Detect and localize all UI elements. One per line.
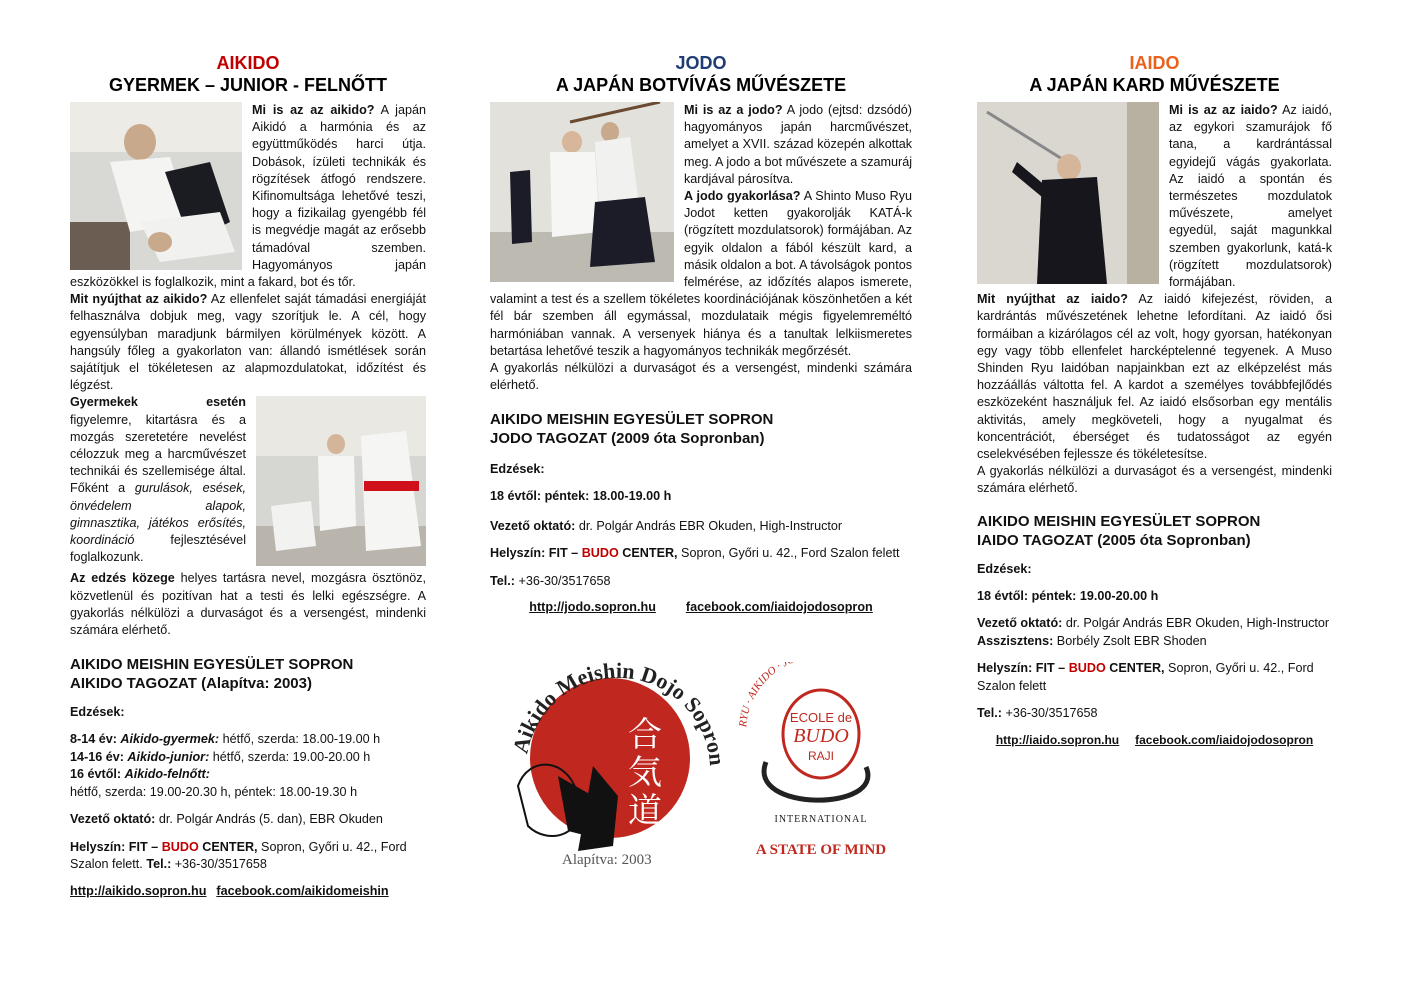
iaido-title-main: IAIDO <box>1129 53 1180 73</box>
iaido-accessible: A gyakorlás nélkülözi a durvaságot és a versengést, mindenki számára elérhető. <box>977 464 1332 496</box>
jodo-p1: A jodo (ejtsd: dzsódó) hagyományos japán harcművészet, amelyet a XVII. század közepén alkottak meg. A jodo a bot művészete a szamuráj kardjával párosítva. <box>684 103 912 186</box>
iaido-location <box>977 660 1332 695</box>
jodo-links <box>490 600 912 614</box>
aikido-s1-age: 8-14 év: <box>70 732 121 747</box>
aikido-location-value: Sopron, Győri u. 42., Ford Szalon felett. <box>70 839 407 872</box>
aikido-title-main: AIKIDO <box>216 53 280 73</box>
aikido-p3a: figyelemre, kitartásra és a mozgás szeretetére nevelést célozzuk meg a harcművészet technikái és szellemisége által. Főként a <box>70 412 246 496</box>
logo1-kanji-2: 気 <box>628 753 662 794</box>
iaido-org-line2: IAIDO TAGOZAT (2005 óta Sopronban) <box>977 531 1251 549</box>
jodo-location-value: Sopron, Győri u. 42., Ford Szalon felett <box>677 546 900 561</box>
jodo-tel <box>490 573 912 591</box>
aikido-p3b: fejlesztésével foglalkozunk. <box>70 533 246 565</box>
jodo-q2: A jodo gyakorlása? <box>684 189 801 204</box>
iaido-assistant-label: Asszisztens: <box>977 633 1054 648</box>
aikido-s2-group: Aikido-junior: <box>127 749 210 764</box>
aikido-instructor-value: dr. Polgár András (5. dan), EBR Okuden <box>155 812 383 827</box>
jodo-q1: Mi is az a jodo? <box>684 103 783 117</box>
iaido-center: CENTER, <box>1105 661 1165 676</box>
jodo-budo: BUDO <box>581 546 619 561</box>
aikido-budo: BUDO <box>161 839 199 854</box>
iaido-trainings-label: Edzések: <box>977 561 1032 576</box>
aikido-column <box>70 52 426 898</box>
logo2-arc-text: RYU · AIKIDO · J <box>737 662 790 729</box>
aikido-p2: Az ellenfelet saját támadási energiáját felhasználva dobjuk meg, vagy szorítjuk le. A cél, hogy egyensúlyban maradjunk bármilyen körülmények között. A hangsúly főleg a gyakorlaton van: állandó ismétlések során sajátítjuk el tökéletesen az alapmozdulatokat, időzítést és légzést. <box>70 292 426 393</box>
iaido-q2: Mit nyújthat az iaido? <box>977 292 1128 307</box>
iaido-p2: Az iaidó kifejezést, röviden, a kardrántás művészetének lehetne lefordítani. Az iaidó ősi formáiban a kizárólagos cél az volt, hogy gyorsan, hatékonyan egy vagy több ellenfelet harcképtelenné tegyenek. A Muso Shinden Ryu Iaidóban napjainkban ezt az elképzelést más hozzáállás váltotta fel. A kardot a személyes továbbfejlődés eszközeként használjuk fel. Az iaidó elsősorban egy mentális aktivitás, amely megköveteli, hogy a nyugalmat és koncentrációt, éberséget és tudatosságot az egyén cselekvésében fejlessze és tökéletesítse. <box>977 292 1332 462</box>
iaido-schedule: 18 évtől: péntek: 19.00-20.00 h <box>977 588 1159 603</box>
ecole-de-budo-logo <box>736 662 906 872</box>
jodo-schedule: 18 évtől: péntek: 18.00-19.00 h <box>490 489 672 504</box>
jodo-location-label: Helyszín: FIT – <box>490 546 582 561</box>
iaido-org-title <box>977 512 1332 550</box>
aikido-s1-time: hétfő, szerda: 18.00-19.00 h <box>219 732 381 747</box>
aikido-title <box>70 52 426 96</box>
aikido-tel-label: Tel.: <box>146 857 172 872</box>
iaido-q1: Mi is az az iaido? <box>1169 103 1278 117</box>
jodo-location <box>490 545 912 563</box>
aikido-q1: Mi is az az aikido? <box>252 103 375 117</box>
aikido-org-line2: AIKIDO TAGOZAT <box>70 675 197 693</box>
jodo-p2: A Shinto Muso Ryu Jodot ketten gyakorolják KATÁ-k (rögzített mozdulatsorok) formájában. Az egyik oldalon a fából készült kard, a másik oldalon a bot. A távolságok pontos felmérése, az időzítés alapos ismerete, valamint a test és a szellem tökéletes koordinációjának köszönhetően a két fél bár szemben áll egymással, mozdulataik mégis figyelemreméltó harmóniában vannak. A versenyek hiánya és a tanultak lelkiismeretes betartása lehetővé teszik a hagyományos technikák megőrzését. <box>490 189 912 358</box>
iaido-location-label: Helyszín: FIT – <box>977 661 1069 676</box>
aikido-p3i: gurulások, esések, önvédelem alapok, gimnasztika, játékos erősítés, koordináció <box>70 481 246 548</box>
iaido-assistant-value: Borbély Zsolt EBR Shoden <box>1053 633 1207 648</box>
jodo-column <box>490 52 912 896</box>
iaido-links <box>977 733 1332 747</box>
iaido-column <box>977 52 1332 747</box>
logo2-motto: A STATE OF MIND <box>755 842 887 859</box>
jodo-center: CENTER, <box>618 546 678 561</box>
logo2-intl: INTERNATIONAL <box>774 814 868 826</box>
aikido-instructor-label: Vezető oktató: <box>70 812 156 827</box>
aikido-s1-group: Aikido-gyermek: <box>120 732 220 747</box>
aikido-location <box>70 839 426 874</box>
jodo-org-line2: JODO TAGOZAT (2009 óta Sopronban) <box>490 430 765 448</box>
jodo-title <box>490 52 912 96</box>
jodo-title-sub: A JAPÁN BOTVÍVÁS MŰVÉSZETE <box>555 75 847 95</box>
logo2-budo: BUDO <box>793 725 849 748</box>
iaido-photo <box>977 102 1159 284</box>
aikido-org-founded: (Alapítva: 2003) <box>196 675 312 693</box>
iaido-instructor-value: dr. Polgár András EBR Okuden, High-Instructor <box>1062 616 1330 631</box>
iaido-org-line1: AIKIDO MEISHIN EGYESÜLET SOPRON <box>977 512 1261 530</box>
aikido-children-photo <box>256 396 426 566</box>
aikido-q4: Az edzés közege <box>70 571 175 586</box>
jodo-title-main: JODO <box>675 53 727 73</box>
jodo-tel-label: Tel.: <box>490 573 515 588</box>
logo1-year: Alapítva: 2003 <box>562 852 652 869</box>
iaido-facebook-link[interactable]: facebook.com/iaidojodosopron <box>1135 732 1314 747</box>
aikido-org-line1: AIKIDO MEISHIN EGYESÜLET SOPRON <box>70 656 354 674</box>
iaido-benefits <box>977 291 1332 463</box>
jodo-facebook-link[interactable]: facebook.com/iaidojodosopron <box>685 600 873 615</box>
aikido-schedule <box>70 731 426 801</box>
jodo-org-title <box>490 410 912 448</box>
iaido-tel <box>977 705 1332 723</box>
aikido-links <box>70 884 426 898</box>
iaido-title-sub: A JAPÁN KARD MŰVÉSZETE <box>1029 75 1280 95</box>
aikido-p1: A japán Aikidó a harmónia és az együttműködés harci útja. Dobások, ízületi technikák és rögzítések átfogó rendszere. Kifinomultsága lehetővé teszi, hogy a fizikailag gyengébb fél is megvédje magát az erősebb támadóval szemben. Hagyományos japán eszközökkel is foglalkozik, mint a fakard, bot és tőr. <box>70 103 426 290</box>
iaido-budo: BUDO <box>1068 661 1106 676</box>
logo1-arc-text: Aikido Meishin Dojo Sopron <box>507 658 731 768</box>
logo1-kanji-3: 道 <box>628 791 662 832</box>
aikido-throw-photo <box>70 102 242 270</box>
aikido-org-title <box>70 655 426 693</box>
aikido-website-link[interactable]: http://aikido.sopron.hu <box>70 883 207 898</box>
aikido-p4: helyes tartásra nevel, mozgásra ösztönöz, közvetlenül és pozitívan hat a testi és lelki egészségre. A gyakorlás nélkülözi a durvaságot és a versengést, mindenki számára elérhető. <box>70 571 426 638</box>
logo2-ecole: ECOLE de <box>789 710 853 726</box>
aikido-trainings-label: Edzések: <box>70 705 125 720</box>
aikido-q2: Mit nyújthat az aikido? <box>70 292 208 307</box>
iaido-instructor <box>977 615 1332 633</box>
jodo-tel-value: +36-30/3517658 <box>514 573 611 588</box>
jodo-trainings-label: Edzések: <box>490 462 545 477</box>
logos <box>490 646 912 896</box>
jodo-photo <box>490 102 674 282</box>
aikido-center: CENTER, <box>198 839 258 854</box>
aikido-s3-group: Aikido-felnőtt: <box>124 767 210 782</box>
aikido-s3-age: 16 évtől: <box>70 767 125 782</box>
logo2-raji: RAJI <box>807 749 835 764</box>
aikido-q3: Gyermekek esetén <box>70 395 246 410</box>
iaido-tel-value: +36-30/3517658 <box>1001 706 1098 721</box>
aikido-tel-value: +36-30/3517658 <box>171 857 267 872</box>
jodo-instructor-label: Vezető oktató: <box>490 518 576 533</box>
iaido-assistant <box>977 633 1332 651</box>
iaido-instructor-label: Vezető oktató: <box>977 616 1063 631</box>
aikido-benefits <box>70 291 426 394</box>
iaido-location-value: Sopron, Győri u. 42., Ford Szalon felett <box>977 661 1314 693</box>
jodo-org-line1: AIKIDO MEISHIN EGYESÜLET SOPRON <box>490 411 774 429</box>
jodo-instructor <box>490 518 912 536</box>
aikido-facebook-link[interactable]: facebook.com/aikidomeishin <box>216 883 389 898</box>
iaido-p1: Az iaidó, az egykori szamurájok fő tana, a kardrántással egyidejű vágás gyakorlata. Az iaidó a spontán és természetes mozdulatok művészete, amelyet egyedül, saját magunkkal szemben gyakorlunk, katá-k (rögzített mozdulatsorok) formájában. <box>1169 103 1333 290</box>
jodo-website-link[interactable]: http://jodo.sopron.hu <box>529 600 656 615</box>
aikido-s2-age: 14-16 év: <box>70 749 128 764</box>
aikido-location-label: Helyszín: FIT – <box>70 839 162 854</box>
aikido-environment <box>70 570 426 639</box>
iaido-website-link[interactable]: http://iaido.sopron.hu <box>995 732 1120 747</box>
aikido-meishin-logo <box>498 646 734 876</box>
aikido-title-sub: GYERMEK – JUNIOR - FELNŐTT <box>108 75 387 95</box>
aikido-instructor <box>70 811 426 829</box>
aikido-s3-time: hétfő, szerda: 19.00-20.30 h, péntek: 18.00-19.30 h <box>70 784 358 799</box>
logo1-kanji: 合 <box>628 715 662 756</box>
jodo-accessible: A gyakorlás nélkülözi a durvaságot és a versengést, mindenki számára elérhető. <box>490 361 912 393</box>
iaido-tel-label: Tel.: <box>977 706 1002 721</box>
iaido-title <box>977 52 1332 96</box>
jodo-instructor-value: dr. Polgár András EBR Okuden, High-Instructor <box>575 518 843 533</box>
aikido-s2-time: hétfő, szerda: 19.00-20.00 h <box>209 749 371 764</box>
